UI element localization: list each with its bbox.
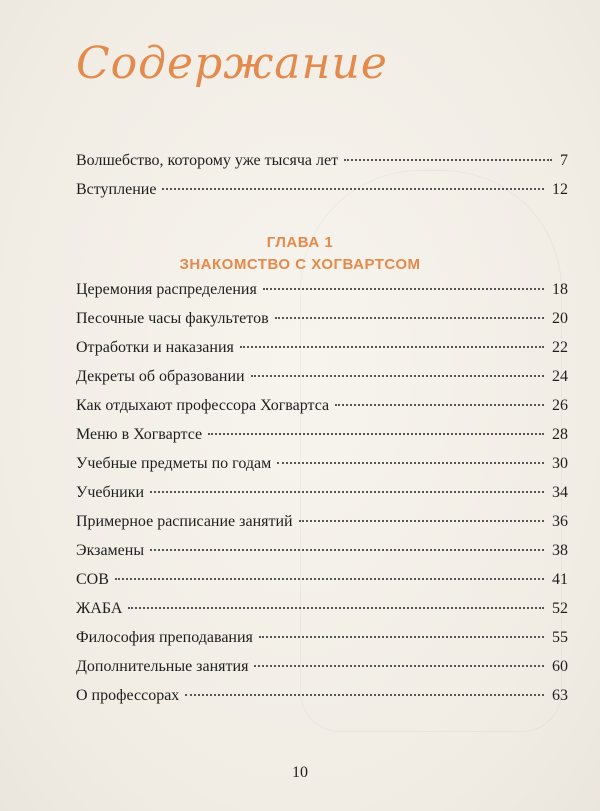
toc-entry-page: 60 bbox=[552, 658, 568, 675]
toc-entry-label: Учебники bbox=[76, 484, 145, 501]
toc-entry-label: Учебные предметы по годам bbox=[76, 455, 272, 472]
toc-entry-page: 26 bbox=[552, 397, 568, 414]
toc-entry[interactable] bbox=[76, 484, 568, 513]
toc-entry-label: Церемония распределения bbox=[76, 281, 257, 298]
toc-entry[interactable] bbox=[76, 658, 568, 687]
toc-entry-label: Как отдыхают профессора Хогвартса bbox=[76, 397, 330, 414]
dot-leader bbox=[299, 520, 544, 522]
toc-entry-label: Дополнительные занятия bbox=[76, 658, 249, 675]
toc-entry[interactable] bbox=[76, 181, 568, 210]
chapter-toc-list bbox=[76, 281, 568, 716]
toc-entry[interactable] bbox=[76, 455, 568, 484]
dot-leader bbox=[115, 578, 544, 580]
dot-leader bbox=[208, 433, 544, 435]
toc-entry-page: 12 bbox=[552, 181, 568, 198]
toc-entry[interactable] bbox=[76, 368, 568, 397]
toc-entry-label: Меню в Хогвартсе bbox=[76, 426, 203, 443]
chapter-number: ГЛАВА 1 bbox=[266, 234, 334, 251]
toc-entry-page: 18 bbox=[552, 281, 568, 298]
toc-entry-label: Философия преподавания bbox=[76, 629, 253, 646]
dot-leader bbox=[344, 159, 552, 161]
toc-entry[interactable] bbox=[76, 152, 568, 181]
toc-entry-label: Примерное расписание занятий bbox=[76, 513, 293, 530]
toc-entry-label: Вступление bbox=[76, 181, 157, 198]
toc-entry-page: 36 bbox=[552, 513, 568, 530]
toc-entry-label: ЖАБА bbox=[76, 600, 123, 617]
toc-entry-label: Песочные часы факультетов bbox=[76, 310, 269, 327]
chapter-heading bbox=[0, 232, 600, 276]
dot-leader bbox=[275, 317, 544, 319]
page-number: 10 bbox=[292, 764, 308, 781]
toc-entry-label: Отработки и наказания bbox=[76, 339, 234, 356]
toc-entry-page: 52 bbox=[552, 600, 568, 617]
toc-entry-label: О профессорах bbox=[76, 687, 180, 704]
toc-entry-page: 28 bbox=[552, 426, 568, 443]
toc-entry[interactable] bbox=[76, 310, 568, 339]
toc-entry-page: 63 bbox=[552, 687, 568, 704]
toc-entry-page: 22 bbox=[552, 339, 568, 356]
toc-entry-page: 7 bbox=[560, 152, 568, 169]
dot-leader bbox=[259, 636, 544, 638]
toc-entry[interactable] bbox=[76, 397, 568, 426]
dot-leader bbox=[150, 549, 544, 551]
dot-leader bbox=[240, 346, 544, 348]
dot-leader bbox=[335, 404, 544, 406]
toc-entry-page: 24 bbox=[552, 368, 568, 385]
toc-entry[interactable] bbox=[76, 571, 568, 600]
toc-entry-page: 38 bbox=[552, 542, 568, 559]
toc-entry[interactable] bbox=[76, 426, 568, 455]
dot-leader bbox=[254, 665, 544, 667]
toc-entry[interactable] bbox=[76, 629, 568, 658]
toc-entry-page: 20 bbox=[552, 310, 568, 327]
dot-leader bbox=[263, 288, 544, 290]
toc-entry-label: Волшебство, которому уже тысяча лет bbox=[76, 152, 339, 169]
toc-entry[interactable] bbox=[76, 687, 568, 716]
dot-leader bbox=[128, 607, 544, 609]
toc-entry[interactable] bbox=[76, 600, 568, 629]
toc-entry-page: 34 bbox=[552, 484, 568, 501]
toc-entry[interactable] bbox=[76, 542, 568, 571]
dot-leader bbox=[251, 375, 544, 377]
contents-title: Содержание bbox=[76, 38, 388, 89]
toc-entry-page: 41 bbox=[552, 571, 568, 588]
toc-entry[interactable] bbox=[76, 513, 568, 542]
dot-leader bbox=[277, 462, 544, 464]
toc-entry-page: 30 bbox=[552, 455, 568, 472]
intro-toc-list bbox=[76, 152, 568, 210]
dot-leader bbox=[185, 694, 544, 696]
chapter-title: ЗНАКОМСТВО С ХОГВАРТСОМ bbox=[179, 256, 421, 273]
dot-leader bbox=[150, 491, 544, 493]
toc-entry-page: 55 bbox=[552, 629, 568, 646]
toc-entry-label: Декреты об образовании bbox=[76, 368, 245, 385]
toc-entry[interactable] bbox=[76, 281, 568, 310]
toc-entry[interactable] bbox=[76, 339, 568, 368]
dot-leader bbox=[162, 188, 544, 190]
toc-entry-label: Экзамены bbox=[76, 542, 145, 559]
toc-entry-label: СОВ bbox=[76, 571, 109, 588]
